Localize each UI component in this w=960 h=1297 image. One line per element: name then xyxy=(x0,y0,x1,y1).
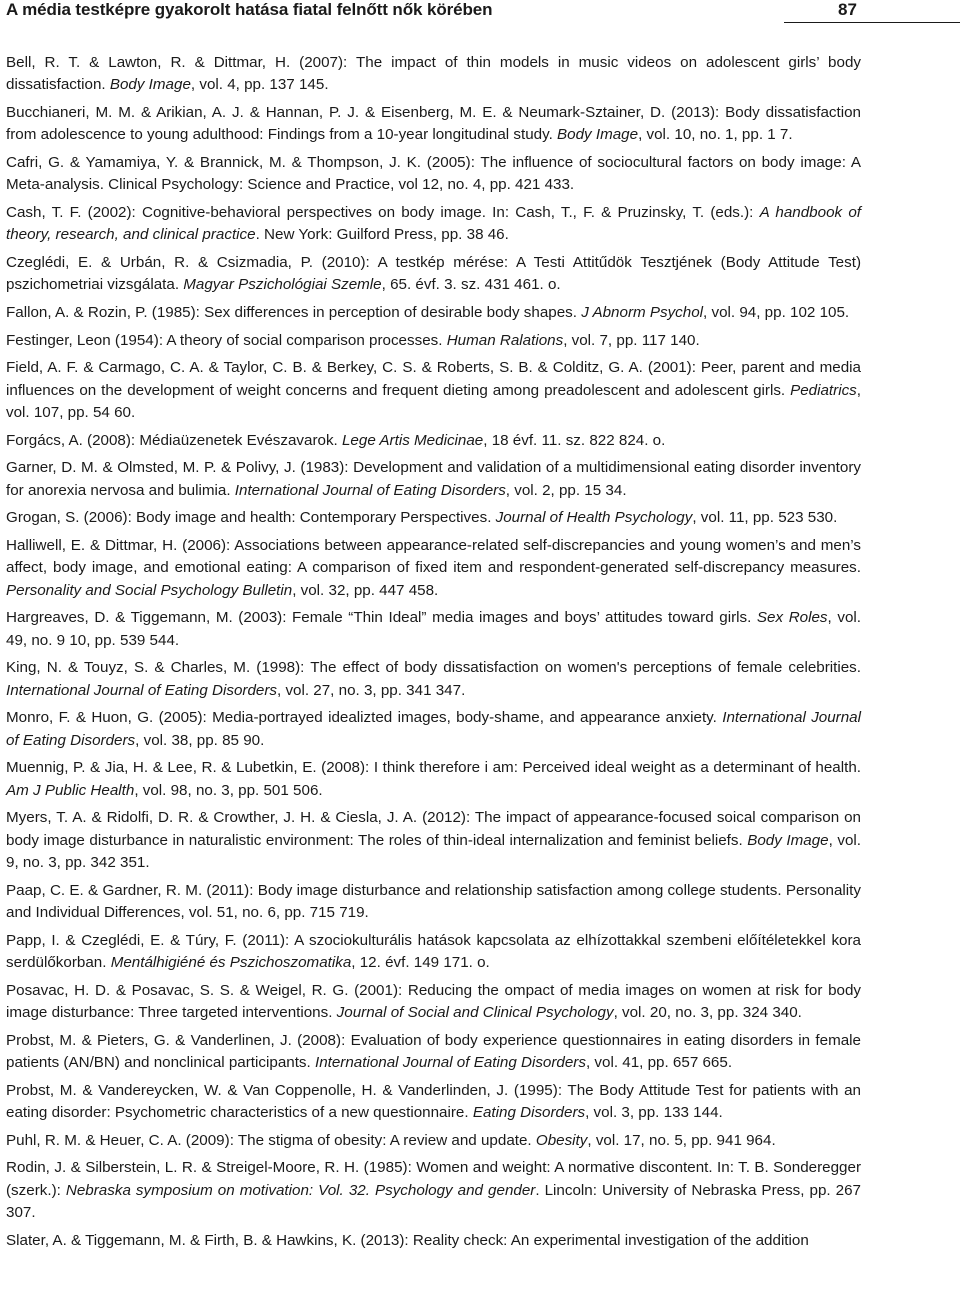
reference-text: Puhl, R. M. & Heuer, C. A. (2009): The stigma of obesity: A review and update. xyxy=(6,1131,536,1149)
reference-entry xyxy=(6,535,861,602)
reference-text: Forgács, A. (2008): Médiaüzenetek Evészavarok. xyxy=(6,431,342,449)
reference-text: Rodin, J. & Silberstein, L. R. & Streigel-Moore, R. H. (1985): Women and weight: A normative discontent. In: T. B. Sonderegger (szerk.): xyxy=(6,1159,861,1199)
reference-text: Slater, A. & Tiggemann, M. & Firth, B. & Hawkins, K. (2013): Reality check: An experimental investigation of the addition xyxy=(6,1231,809,1249)
reference-entry xyxy=(6,980,861,1025)
reference-entry xyxy=(6,430,861,452)
reference-entry xyxy=(6,252,861,297)
reference-text: , vol. 20, no. 3, pp. 324 340. xyxy=(613,1004,802,1021)
reference-entry xyxy=(6,880,861,925)
reference-entry xyxy=(6,757,861,802)
reference-entry xyxy=(6,1230,861,1252)
reference-text: Cafri, G. & Yamamiya, Y. & Brannick, M. & Thompson, J. K. (2005): The influence of sociocultural factors on body image: A Meta-analysis. Clinical Psychology: Science and Practice, vol 12, no. 4, pp. 421 433. xyxy=(6,154,861,194)
reference-title-italic: Pediatrics xyxy=(790,381,857,399)
reference-title-italic: Body Image xyxy=(747,831,829,849)
reference-title-italic: Human Ralations xyxy=(446,331,564,349)
reference-text: Monro, F. & Huon, G. (2005): Media-portrayed idealizted images, body-shame, and appearance anxiety. xyxy=(6,709,723,727)
reference-text: , 12. évf. 149 171. o. xyxy=(351,954,490,971)
reference-text: Festinger, Leon (1954): A theory of social comparison processes. xyxy=(6,331,447,349)
reference-entry xyxy=(6,1080,861,1125)
reference-text: , vol. 41, pp. 657 665. xyxy=(585,1054,733,1071)
reference-entry xyxy=(6,152,861,197)
reference-text: , vol. 107, pp. 54 60. xyxy=(6,381,861,421)
reference-title-italic: Lege Artis Medicinae xyxy=(341,431,484,449)
reference-title-italic: Mentálhigiéné és Pszichoszomatika xyxy=(110,954,352,971)
reference-title-italic: A handbook of theory, research, and clinical practice xyxy=(6,204,861,244)
reference-title-italic: Obesity xyxy=(535,1131,588,1149)
reference-text: Bell, R. T. & Lawton, R. & Dittmar, H. (2007): The impact of thin models in music videos on adolescent girls’ body dissatisfaction. xyxy=(6,54,861,94)
reference-title-italic: International Journal of Eating Disorders xyxy=(6,709,862,749)
reference-entry xyxy=(6,202,861,247)
reference-text: Bucchianeri, M. M. & Arikian, A. J. & Hannan, P. J. & Eisenberg, M. E. & Neumark-Sztainer, D. (2013): Body dissatisfaction from adolescence to young adulthood: Findings from a 10-year longitudinal study. xyxy=(6,104,861,144)
reference-text: Czeglédi, E. & Urbán, R. & Csizmadia, P. (2010): A testkép mérése: A Testi Attitűdök Tesztjének (Body Attitude Test) pszichometriai vizsgálata. xyxy=(6,254,861,294)
reference-text: Probst, M. & Vandereycken, W. & Van Coppenolle, H. & Vanderlinden, J. (1995): The Body Attitude Test for patients with an eating disorder: Psychometric characteristics of a new questionnaire. xyxy=(6,1081,861,1121)
reference-text: Cash, T. F. (2002): Cognitive-behavioral perspectives on body image. In: Cash, T., F. & Pruzinsky, T. (eds.): xyxy=(6,204,760,221)
reference-text: , vol. 3, pp. 133 144. xyxy=(585,1104,723,1121)
reference-text: Fallon, A. & Rozin, P. (1985): Sex differences in perception of desirable body shapes. xyxy=(6,304,582,321)
reference-entry xyxy=(6,707,861,752)
reference-entry xyxy=(6,507,861,529)
reference-text: Hargreaves, D. & Tiggemann, M. (2003): Female “Thin Ideal” media images and boys’ attitudes toward girls. xyxy=(6,609,757,627)
reference-text: , 65. évf. 3. sz. 431 461. o. xyxy=(381,276,561,294)
reference-text: , vol. 11, pp. 523 530. xyxy=(692,509,838,527)
reference-entry xyxy=(6,1130,861,1152)
reference-text: , vol. 4, pp. 137 145. xyxy=(190,76,329,94)
reference-entry xyxy=(6,102,861,147)
reference-title-italic: Journal of Health Psychology xyxy=(495,509,693,527)
reference-title-italic: Personality and Social Psychology Bulletin xyxy=(6,581,293,599)
reference-text: Paap, C. E. & Gardner, R. M. (2011): Body image disturbance and relationship satisfaction among college students. Personality and Individual Differences, vol. 51, no. 6, pp. 715 719. xyxy=(6,881,861,921)
reference-text: . Lincoln: University of Nebraska Press, pp. 267 307. xyxy=(6,1181,862,1221)
reference-entry xyxy=(6,1030,861,1075)
reference-entry xyxy=(6,1157,861,1224)
reference-title-italic: J Abnorm Psychol xyxy=(581,304,704,321)
reference-text: , vol. 7, pp. 117 140. xyxy=(563,331,700,349)
header-rule xyxy=(784,22,960,23)
reference-text: Garner, D. M. & Olmsted, M. P. & Polivy, J. (1983): Development and validation of a multidimensional eating disorder inventory for anorexia nervosa and bulimia. xyxy=(6,459,861,499)
reference-text: . New York: Guilford Press, pp. 38 46. xyxy=(255,226,509,244)
reference-title-italic: International Journal of Eating Disorders xyxy=(6,681,277,699)
reference-title-italic: Body Image xyxy=(557,126,639,144)
reference-text: Probst, M. & Pieters, G. & Vanderlinen, J. (2008): Evaluation of body experience questionnaires in eating disorders in female patients (AN/BN) and nonclinical participants. xyxy=(6,1031,861,1071)
reference-title-italic: Magyar Pszichológiai Szemle xyxy=(183,276,382,294)
reference-title-italic: International Journal of Eating Disorders xyxy=(234,481,506,499)
reference-text: Myers, T. A. & Ridolfi, D. R. & Crowther, J. H. & Ciesla, J. A. (2012): The impact of appearance-focused soical comparison on body image disturbance in naturalistic environment: The roles of thin-ideal internalization and feminist beliefs. xyxy=(6,809,861,849)
reference-text: Muennig, P. & Jia, H. & Lee, R. & Lubetkin, E. (2008): I think therefore i am: Perceived ideal weight as a determinant of health. xyxy=(6,759,861,777)
reference-text: , vol. 32, pp. 447 458. xyxy=(292,581,439,599)
reference-text: , vol. 17, no. 5, pp. 941 964. xyxy=(587,1131,776,1149)
reference-title-italic: Body Image xyxy=(109,76,191,94)
reference-title-italic: Am J Public Health xyxy=(6,781,135,799)
reference-text: Posavac, H. D. & Posavac, S. S. & Weigel, R. G. (2001): Reducing the ompact of media images on women at risk for body image disturbance: Three targeted interventions. xyxy=(6,981,861,1021)
reference-text: , 18 évf. 11. sz. 822 824. o. xyxy=(483,431,666,449)
reference-text: , vol. 94, pp. 102 105. xyxy=(703,304,850,321)
reference-title-italic: Sex Roles xyxy=(756,609,828,627)
reference-text: Papp, I. & Czeglédi, E. & Túry, F. (2011): A szociokulturális hatások kapcsolata az elhízottakkal szembeni előítéletekkel kora serdülőkorban. xyxy=(6,931,861,971)
reference-entry xyxy=(6,302,861,324)
reference-text: , vol. 38, pp. 85 90. xyxy=(135,731,265,749)
page-number: 87 xyxy=(838,0,857,19)
reference-text: , vol. 10, no. 1, pp. 1 7. xyxy=(638,126,793,144)
reference-text: , vol. 98, no. 3, pp. 501 506. xyxy=(134,781,323,799)
reference-text: , vol. 9, no. 3, pp. 342 351. xyxy=(6,831,861,871)
reference-entry xyxy=(6,930,861,975)
reference-text: , vol. 49, no. 9 10, pp. 539 544. xyxy=(6,609,861,649)
reference-title-italic: International Journal of Eating Disorders xyxy=(314,1054,586,1071)
reference-entry xyxy=(6,807,861,874)
reference-text: , vol. 2, pp. 15 34. xyxy=(505,481,627,499)
reference-text: King, N. & Touyz, S. & Charles, M. (1998): The effect of body dissatisfaction on women's perceptions of female celebrities. xyxy=(6,659,861,677)
reference-text: Halliwell, E. & Dittmar, H. (2006): Associations between appearance-related self-discrepancies and young women’s and men’s affect, body image, and emotional eating: A comparison of fixed item and respondent-generated self-discrepancy measures. xyxy=(6,536,861,577)
reference-entry xyxy=(6,52,861,97)
reference-text: Field, A. F. & Carmago, C. A. & Taylor, C. B. & Berkey, C. S. & Roberts, S. B. & Colditz, G. A. (2001): Peer, parent and media influences on the development of weight concerns and frequent dieting among preadolescent and adolescent girls. xyxy=(6,359,861,399)
running-header xyxy=(0,0,960,24)
reference-entry xyxy=(6,457,861,502)
reference-title-italic: Eating Disorders xyxy=(472,1104,586,1121)
reference-entry xyxy=(6,607,861,652)
reference-entry xyxy=(6,330,861,352)
reference-title-italic: Journal of Social and Clinical Psychology xyxy=(336,1004,614,1021)
reference-entry xyxy=(6,357,861,424)
running-title: A média testképre gyakorolt hatása fiatal felnőtt nők körében xyxy=(6,0,493,19)
reference-entry xyxy=(6,657,861,702)
reference-text: Grogan, S. (2006): Body image and health: Contemporary Perspectives. xyxy=(6,509,496,527)
reference-title-italic: Nebraska symposium on motivation: Vol. 32. Psychology and gender xyxy=(65,1181,536,1199)
reference-list xyxy=(6,52,861,1257)
reference-text: , vol. 27, no. 3, pp. 341 347. xyxy=(277,681,466,699)
